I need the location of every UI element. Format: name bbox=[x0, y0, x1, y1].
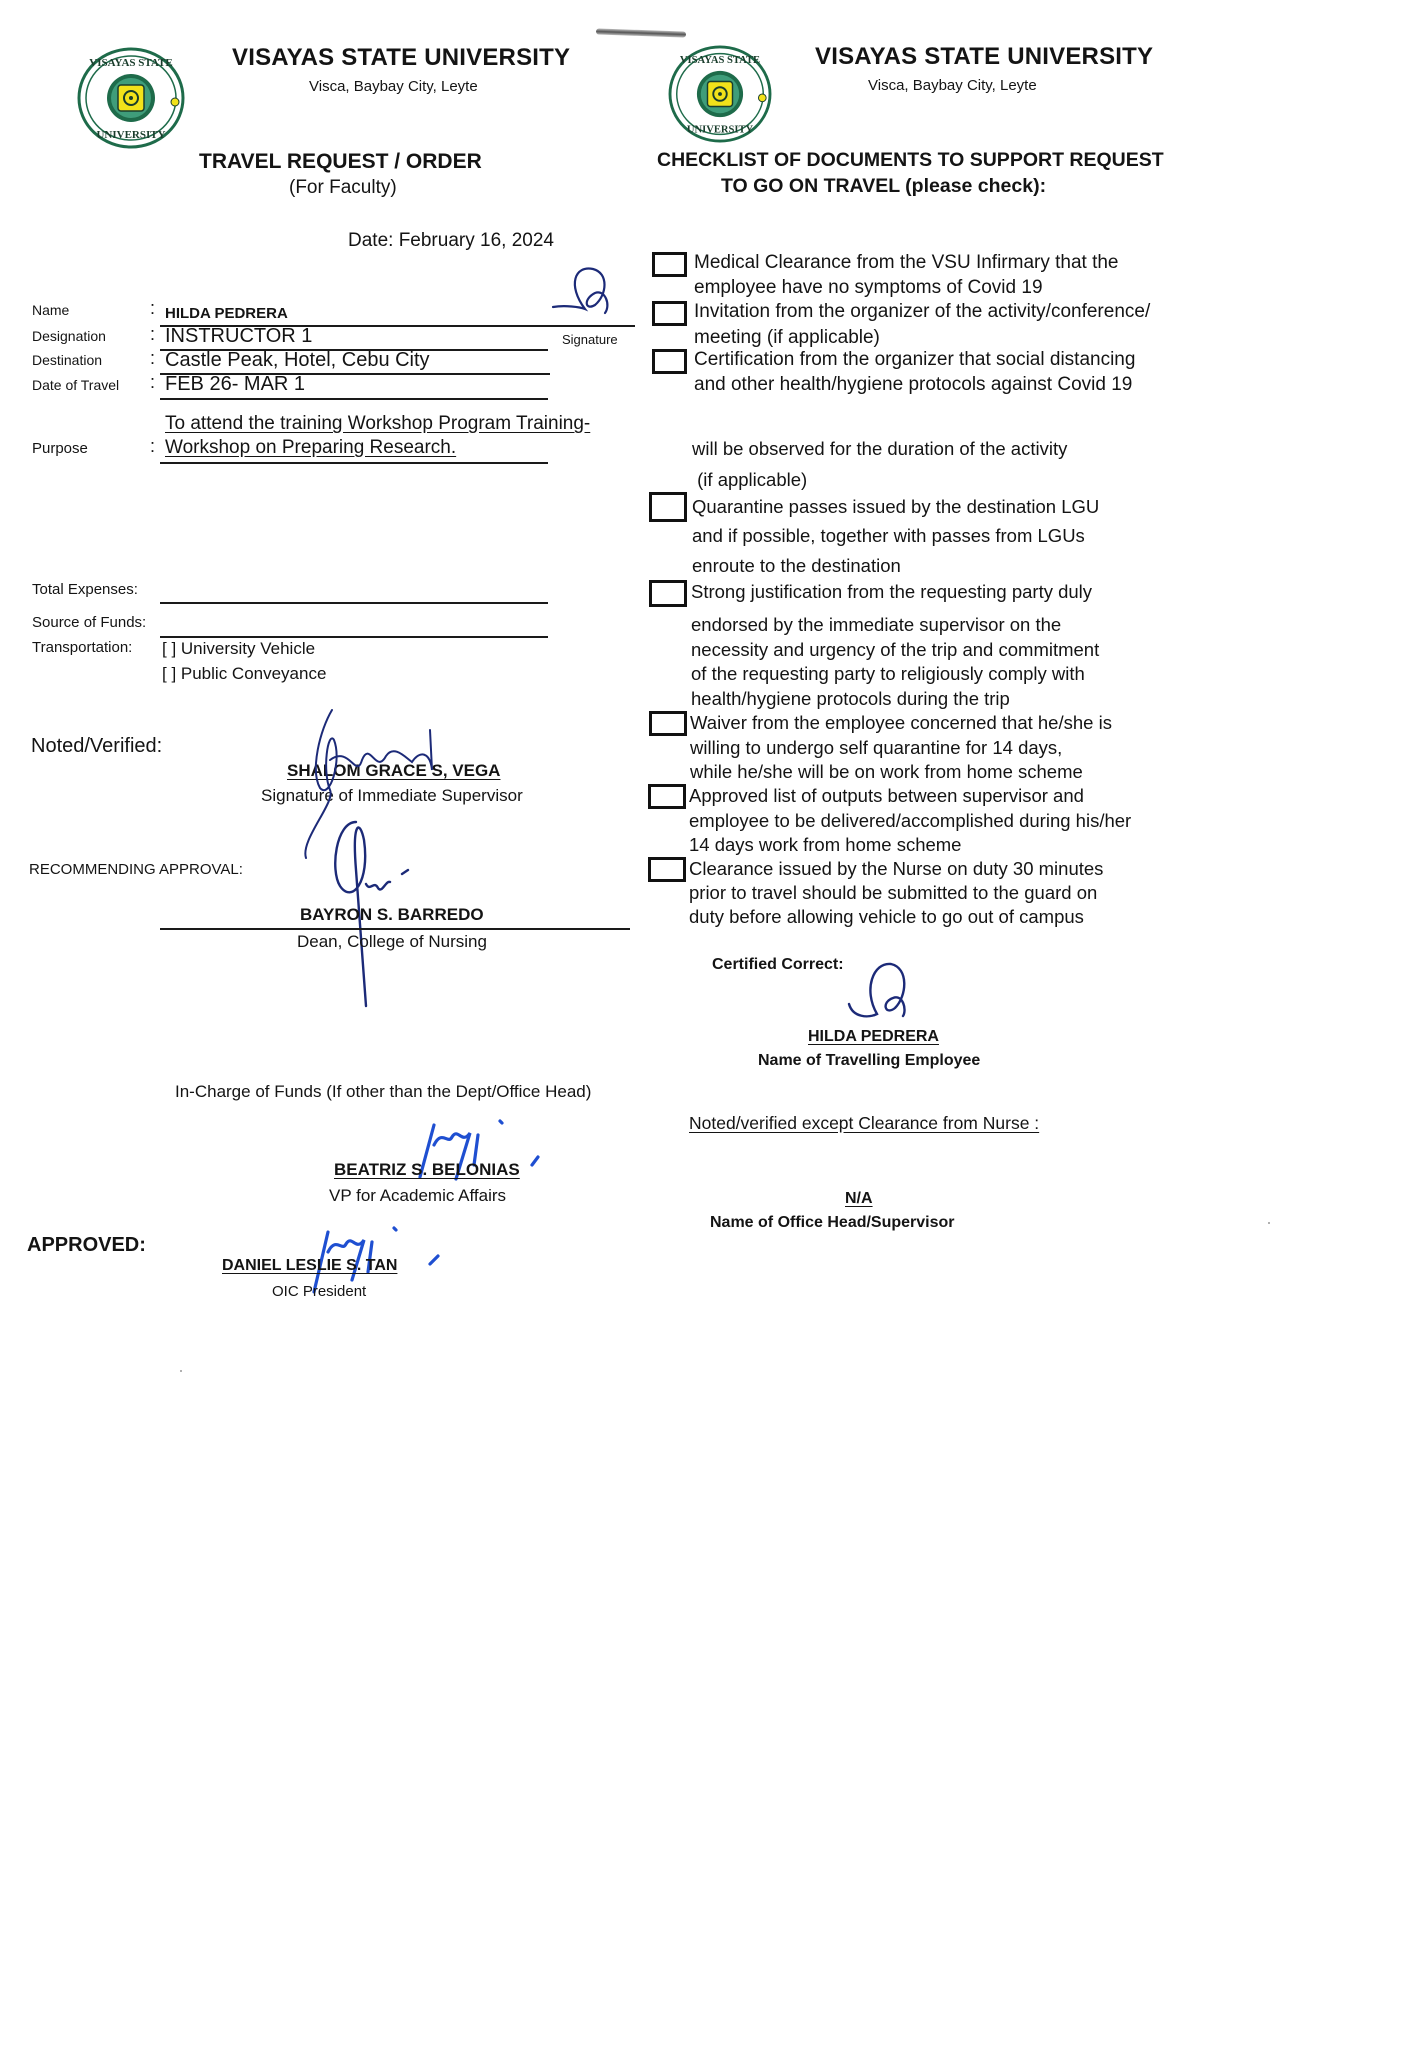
transportation-label: Transportation: bbox=[32, 639, 133, 656]
date-of-travel-underline bbox=[160, 398, 548, 400]
checklist-item-text: enroute to the destination bbox=[692, 555, 901, 576]
transport-option-public-conveyance[interactable]: [ ] Public Conveyance bbox=[162, 664, 327, 683]
staple-mark bbox=[596, 28, 686, 37]
checklist-item-text: meeting (if applicable) bbox=[694, 327, 880, 348]
president-name: DANIEL LESLIE S. TAN bbox=[222, 1257, 398, 1274]
checklist-checkbox-certification[interactable] bbox=[652, 349, 687, 374]
signature-label: Signature bbox=[562, 332, 618, 347]
svg-text:UNIVERSITY: UNIVERSITY bbox=[686, 124, 754, 136]
source-of-funds-label: Source of Funds: bbox=[32, 614, 147, 631]
checklist-item-text: endorsed by the immediate supervisor on the bbox=[691, 614, 1062, 635]
checklist-checkbox-waiver[interactable] bbox=[649, 711, 687, 736]
checklist-item-text: Medical Clearance from the VSU Infirmary that the bbox=[694, 252, 1119, 273]
noted-verified-label: Noted/Verified: bbox=[31, 735, 163, 757]
checklist-item-text: willing to undergo self quarantine for 14 days, bbox=[690, 737, 1063, 758]
source-of-funds-underline bbox=[160, 636, 548, 638]
checklist-item-text: employee to be delivered/accomplished during his/her bbox=[689, 810, 1132, 831]
destination-value[interactable]: Castle Peak, Hotel, Cebu City bbox=[165, 349, 430, 371]
university-address: Visca, Baybay City, Leyte bbox=[309, 78, 478, 95]
designation-value[interactable]: INSTRUCTOR 1 bbox=[165, 325, 313, 347]
purpose-underline bbox=[160, 462, 548, 464]
applicant-signature-icon bbox=[545, 265, 625, 325]
checklist-item-text: 14 days work from home scheme bbox=[689, 834, 962, 855]
checklist-item-text: Invitation from the organizer of the activity/conference/ bbox=[694, 301, 1151, 322]
scan-speck bbox=[180, 1370, 182, 1372]
in-charge-of-funds-label: In-Charge of Funds (If other than the Dept/Office Head) bbox=[175, 1082, 592, 1101]
checklist-item-text: Strong justification from the requesting party duly bbox=[691, 581, 1093, 602]
checklist-item-text: of the requesting party to religiously comply with bbox=[691, 663, 1085, 684]
checklist-item-text: will be observed for the duration of the activity bbox=[692, 438, 1068, 459]
checklist-item-text: Quarantine passes issued by the destination LGU bbox=[692, 496, 1100, 517]
purpose-value-line1[interactable]: To attend the training Workshop Program Training- bbox=[165, 413, 591, 434]
university-name: VISAYAS STATE UNIVERSITY bbox=[232, 44, 571, 71]
vsu-seal-icon bbox=[662, 44, 778, 144]
checklist-checkbox-medical-clearance[interactable] bbox=[652, 252, 687, 277]
destination-label: Destination bbox=[32, 352, 103, 368]
colon: : bbox=[150, 324, 156, 344]
checklist-item-text: duty before allowing vehicle to go out of campus bbox=[689, 906, 1084, 927]
date-of-travel-value[interactable]: FEB 26- MAR 1 bbox=[165, 373, 306, 395]
noted-except-nurse-label: Noted/verified except Clearance from Nurse : bbox=[689, 1113, 1040, 1133]
colon: : bbox=[150, 298, 156, 318]
travelling-employee-name: HILDA PEDRERA bbox=[808, 1028, 939, 1045]
checklist-item-text: Certification from the organizer that social distancing bbox=[694, 349, 1136, 370]
president-role: OIC President bbox=[272, 1283, 367, 1300]
checklist-item-text: (if applicable) bbox=[692, 469, 808, 490]
dean-role: Dean, College of Nursing bbox=[297, 932, 487, 951]
checklist-title-line2: TO GO ON TRAVEL (please check): bbox=[721, 175, 1047, 197]
checklist-item-text: Approved list of outputs between supervisor and bbox=[689, 785, 1084, 806]
form-title: TRAVEL REQUEST / ORDER bbox=[199, 150, 482, 173]
checklist-title-line1: CHECKLIST OF DOCUMENTS TO SUPPORT REQUEST bbox=[657, 149, 1164, 171]
svg-text:VISAYAS STATE: VISAYAS STATE bbox=[89, 57, 173, 69]
checklist-checkbox-approved-outputs[interactable] bbox=[648, 784, 686, 809]
vp-name: BEATRIZ S. BELONIAS bbox=[334, 1160, 520, 1179]
checklist-item-text: necessity and urgency of the trip and commitment bbox=[691, 639, 1100, 660]
employee-signature-icon bbox=[845, 960, 925, 1030]
form-subtitle: (For Faculty) bbox=[289, 177, 397, 198]
university-address: Visca, Baybay City, Leyte bbox=[868, 77, 1037, 94]
university-name: VISAYAS STATE UNIVERSITY bbox=[815, 43, 1154, 70]
dean-name: BAYRON S. BARREDO bbox=[300, 905, 484, 924]
checklist-item-text: Clearance issued by the Nurse on duty 30 minutes bbox=[689, 858, 1104, 879]
checklist-checkbox-invitation[interactable] bbox=[652, 301, 687, 326]
svg-text:UNIVERSITY: UNIVERSITY bbox=[96, 129, 166, 141]
transport-option-university-vehicle[interactable]: [ ] University Vehicle bbox=[162, 639, 316, 658]
checklist-item-text: Waiver from the employee concerned that he/she is bbox=[690, 712, 1112, 733]
checklist-checkbox-strong-justification[interactable] bbox=[649, 580, 687, 607]
vp-signature-icon bbox=[400, 1115, 550, 1195]
checklist-item-text: while he/she will be on work from home scheme bbox=[690, 761, 1083, 782]
name-label: Name bbox=[32, 302, 70, 318]
recommending-approval-label: RECOMMENDING APPROVAL: bbox=[29, 861, 243, 878]
approved-label: APPROVED: bbox=[27, 1234, 146, 1256]
checklist-item-text: employee have no symptoms of Covid 19 bbox=[694, 277, 1043, 298]
checklist-item-text: and if possible, together with passes from LGUs bbox=[692, 525, 1085, 546]
colon: : bbox=[150, 348, 156, 368]
checklist-item-text: prior to travel should be submitted to the guard on bbox=[689, 882, 1098, 903]
dean-underline bbox=[160, 928, 630, 930]
supervisor-name: SHALOM GRACE S, VEGA bbox=[287, 761, 501, 780]
vp-role: VP for Academic Affairs bbox=[329, 1186, 507, 1205]
name-value[interactable]: HILDA PEDRERA bbox=[165, 305, 288, 322]
checklist-checkbox-nurse-clearance[interactable] bbox=[648, 857, 686, 882]
vsu-seal-icon bbox=[76, 46, 186, 150]
checklist-checkbox-quarantine-passes[interactable] bbox=[649, 492, 687, 522]
purpose-label: Purpose bbox=[32, 440, 88, 457]
colon: : bbox=[150, 436, 156, 456]
form-date: Date: February 16, 2024 bbox=[348, 230, 554, 251]
svg-text:VISAYAS STATE: VISAYAS STATE bbox=[679, 55, 761, 67]
scan-speck bbox=[1268, 1222, 1270, 1224]
total-expenses-label: Total Expenses: bbox=[32, 581, 138, 598]
certified-correct-label: Certified Correct: bbox=[712, 956, 844, 973]
checklist-item-text: health/hygiene protocols during the trip bbox=[691, 688, 1010, 709]
office-head-name: N/A bbox=[845, 1190, 873, 1207]
designation-label: Designation bbox=[32, 328, 106, 344]
total-expenses-underline bbox=[160, 602, 548, 604]
date-of-travel-label: Date of Travel bbox=[32, 377, 120, 393]
office-head-role: Name of Office Head/Supervisor bbox=[710, 1214, 955, 1231]
checklist-item-text: and other health/hygiene protocols against Covid 19 bbox=[694, 374, 1133, 395]
colon: : bbox=[150, 372, 156, 392]
purpose-value-line2[interactable]: Workshop on Preparing Research. bbox=[165, 437, 457, 458]
supervisor-role: Signature of Immediate Supervisor bbox=[261, 786, 523, 805]
travelling-employee-role: Name of Travelling Employee bbox=[758, 1052, 981, 1069]
